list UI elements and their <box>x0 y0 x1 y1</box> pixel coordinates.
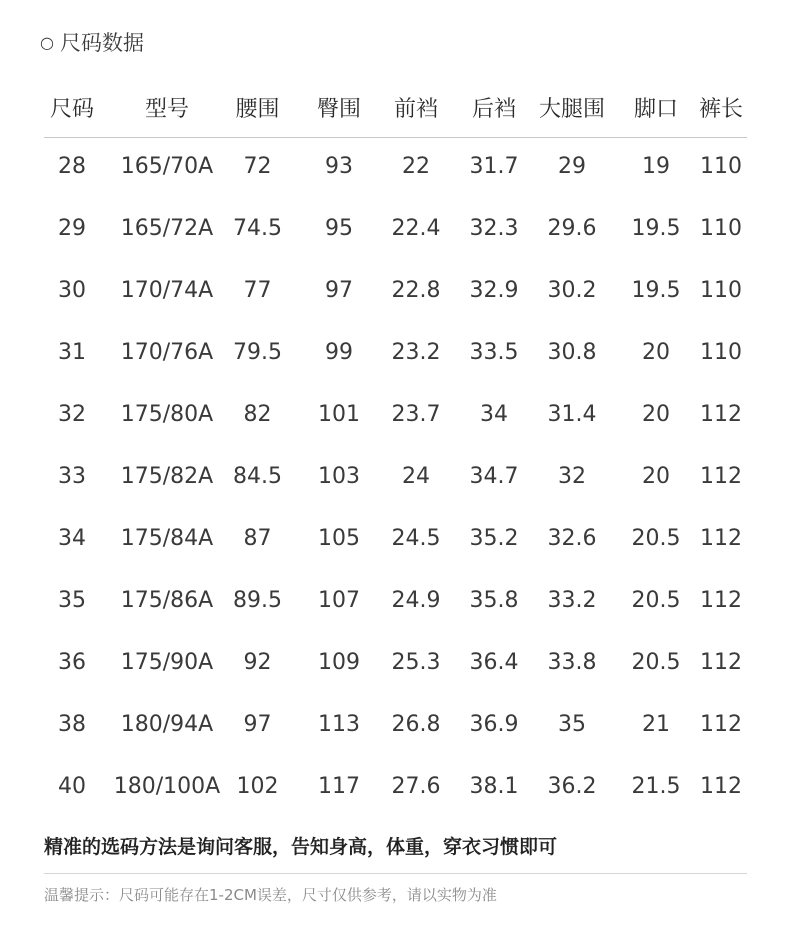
cell-hip: 103 <box>318 464 360 489</box>
header-length: 裤长 <box>698 97 743 122</box>
cell-length: 110 <box>700 340 742 365</box>
cell-waist: 79.5 <box>233 340 282 365</box>
table-row <box>40 457 748 497</box>
cell-front-rise: 23.7 <box>391 402 441 427</box>
cell-leg-opening: 21 <box>642 712 670 737</box>
cell-leg-opening: 21.5 <box>631 774 681 799</box>
cell-leg-opening: 19.5 <box>631 278 681 303</box>
cell-back-rise: 35.2 <box>469 526 519 551</box>
cell-leg-opening: 20.5 <box>631 650 681 675</box>
cell-size: 32 <box>58 402 86 427</box>
cell-waist: 82 <box>243 402 272 427</box>
cell-size: 35 <box>58 588 86 613</box>
cell-model: 175/80A <box>120 402 214 427</box>
cell-model: 170/76A <box>120 340 214 365</box>
table-row <box>40 705 748 745</box>
section-title <box>40 28 144 60</box>
cell-hip: 97 <box>325 278 353 303</box>
section-title-text: 尺码数据 <box>59 31 144 55</box>
cell-size: 38 <box>58 712 86 737</box>
cell-leg-opening: 19.5 <box>631 216 681 241</box>
cell-waist: 84.5 <box>233 464 282 489</box>
cell-hip: 99 <box>325 340 353 365</box>
cell-length: 112 <box>700 774 742 799</box>
cell-size: 40 <box>58 774 86 799</box>
cell-model: 175/86A <box>120 588 214 613</box>
cell-model: 175/84A <box>120 526 214 551</box>
cell-front-rise: 23.2 <box>391 340 441 365</box>
cell-thigh: 29 <box>558 154 586 179</box>
cell-back-rise: 31.7 <box>469 154 519 179</box>
cell-back-rise: 32.9 <box>469 278 519 303</box>
cell-size: 28 <box>58 154 86 179</box>
cell-back-rise: 32.3 <box>469 216 519 241</box>
cell-hip: 105 <box>318 526 360 551</box>
cell-waist: 89.5 <box>233 588 282 613</box>
table-row <box>40 519 748 559</box>
cell-size: 30 <box>58 278 86 303</box>
cell-thigh: 29.6 <box>547 216 597 241</box>
cell-hip: 93 <box>325 154 353 179</box>
footer-divider <box>44 873 747 874</box>
cell-length: 110 <box>700 154 742 179</box>
cell-front-rise: 24.5 <box>391 526 441 551</box>
cell-model: 180/100A <box>113 774 221 799</box>
cell-back-rise: 33.5 <box>469 340 519 365</box>
cell-hip: 113 <box>318 712 360 737</box>
cell-size: 34 <box>58 526 86 551</box>
sizing-advice: 精准的选码方法是询问客服，告知身高，体重，穿衣习惯即可 <box>44 836 558 858</box>
cell-front-rise: 25.3 <box>391 650 441 675</box>
cell-thigh: 30.2 <box>547 278 597 303</box>
cell-size: 29 <box>58 216 86 241</box>
cell-waist: 102 <box>236 774 279 799</box>
cell-length: 112 <box>700 650 742 675</box>
cell-waist: 77 <box>243 278 272 303</box>
header-size: 尺码 <box>49 97 94 122</box>
cell-leg-opening: 19 <box>642 154 670 179</box>
cell-leg-opening: 20 <box>642 402 670 427</box>
cell-length: 112 <box>700 526 742 551</box>
table-row <box>40 147 748 187</box>
cell-hip: 107 <box>318 588 360 613</box>
cell-front-rise: 26.8 <box>391 712 441 737</box>
cell-hip: 117 <box>318 774 360 799</box>
cell-back-rise: 36.4 <box>469 650 519 675</box>
cell-waist: 97 <box>243 712 272 737</box>
cell-thigh: 30.8 <box>547 340 597 365</box>
cell-thigh: 31.4 <box>547 402 597 427</box>
header-thigh: 大腿围 <box>538 97 605 122</box>
cell-size: 33 <box>58 464 86 489</box>
header-hip: 臀围 <box>316 97 361 122</box>
cell-leg-opening: 20 <box>642 464 670 489</box>
cell-thigh: 33.2 <box>547 588 597 613</box>
cell-front-rise: 22 <box>402 154 430 179</box>
cell-model: 175/90A <box>120 650 214 675</box>
cell-thigh: 36.2 <box>547 774 597 799</box>
cell-length: 112 <box>700 588 742 613</box>
table-row <box>40 209 748 249</box>
cell-length: 112 <box>700 464 742 489</box>
cell-model: 165/72A <box>120 216 214 241</box>
cell-front-rise: 22.4 <box>391 216 441 241</box>
header-front-rise: 前裆 <box>393 97 438 122</box>
cell-back-rise: 36.9 <box>469 712 519 737</box>
cell-front-rise: 27.6 <box>391 774 441 799</box>
cell-length: 112 <box>700 712 742 737</box>
cell-back-rise: 34.7 <box>469 464 519 489</box>
table-row <box>40 271 748 311</box>
cell-waist: 72 <box>243 154 272 179</box>
cell-front-rise: 24.9 <box>391 588 441 613</box>
table-row <box>40 395 748 435</box>
table-header <box>40 90 748 130</box>
cell-thigh: 33.8 <box>547 650 597 675</box>
header-waist: 腰围 <box>235 97 280 122</box>
cell-model: 165/70A <box>120 154 214 179</box>
cell-back-rise: 34 <box>480 402 508 427</box>
tolerance-tip: 温馨提示：尺码可能存在1-2CM误差，尺寸仅供参考，请以实物为准 <box>44 886 497 904</box>
cell-model: 170/74A <box>120 278 214 303</box>
header-back-rise: 后裆 <box>471 97 516 122</box>
cell-thigh: 35 <box>558 712 586 737</box>
cell-hip: 101 <box>318 402 360 427</box>
cell-length: 110 <box>700 278 742 303</box>
cell-leg-opening: 20.5 <box>631 588 681 613</box>
cell-waist: 92 <box>243 650 272 675</box>
table-row <box>40 581 748 621</box>
header-leg-opening: 脚口 <box>633 97 678 122</box>
cell-leg-opening: 20.5 <box>631 526 681 551</box>
cell-waist: 74.5 <box>233 216 282 241</box>
table-row <box>40 643 748 683</box>
cell-back-rise: 35.8 <box>469 588 519 613</box>
cell-model: 175/82A <box>120 464 214 489</box>
cell-length: 112 <box>700 402 742 427</box>
cell-size: 36 <box>58 650 86 675</box>
cell-back-rise: 38.1 <box>469 774 519 799</box>
header-model: 型号 <box>144 97 189 122</box>
cell-hip: 109 <box>318 650 360 675</box>
cell-model: 180/94A <box>120 712 214 737</box>
cell-length: 110 <box>700 216 742 241</box>
header-divider <box>44 137 747 138</box>
table-row <box>40 333 748 373</box>
table-row <box>40 767 748 807</box>
bullet-icon: ○ <box>40 33 54 52</box>
cell-hip: 95 <box>325 216 353 241</box>
cell-thigh: 32 <box>558 464 586 489</box>
cell-waist: 87 <box>243 526 272 551</box>
cell-front-rise: 24 <box>402 464 430 489</box>
cell-front-rise: 22.8 <box>391 278 441 303</box>
cell-size: 31 <box>58 340 86 365</box>
cell-thigh: 32.6 <box>547 526 597 551</box>
cell-leg-opening: 20 <box>642 340 670 365</box>
